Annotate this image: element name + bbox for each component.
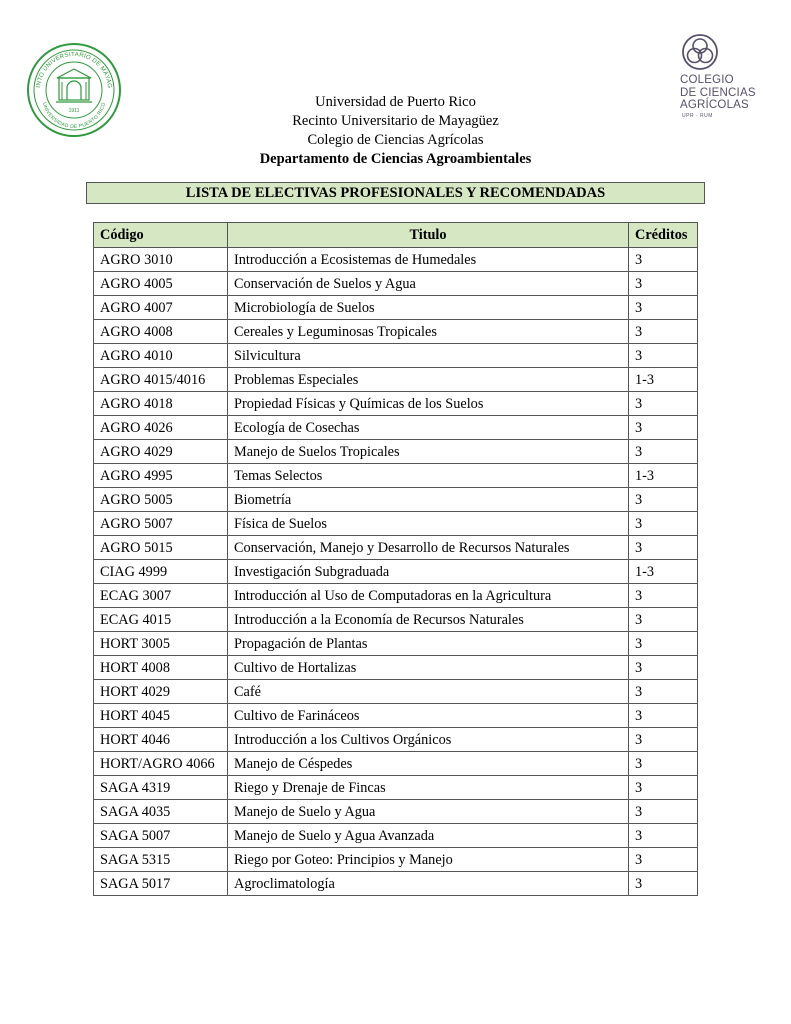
course-title-cell: Cereales y Leguminosas Tropicales (228, 320, 629, 344)
course-credits-cell: 3 (629, 344, 698, 368)
course-title-cell: Propagación de Plantas (228, 632, 629, 656)
course-title-cell: Conservación, Manejo y Desarrollo de Recursos Naturales (228, 536, 629, 560)
table-row (94, 584, 698, 608)
course-code-cell: HORT/AGRO 4066 (94, 752, 228, 776)
course-title-cell: Propiedad Físicas y Químicas de los Suelos (228, 392, 629, 416)
course-credits-cell: 1-3 (629, 464, 698, 488)
course-title-cell: Café (228, 680, 629, 704)
table-row (94, 296, 698, 320)
table-row (94, 800, 698, 824)
course-credits-cell: 3 (629, 512, 698, 536)
table-row (94, 872, 698, 896)
college-logo-line: DE CIENCIAS (680, 86, 756, 99)
course-code-cell: AGRO 5007 (94, 512, 228, 536)
table-row (94, 632, 698, 656)
course-title-cell: Introducción al Uso de Computadoras en la Agricultura (228, 584, 629, 608)
course-credits-cell: 3 (629, 392, 698, 416)
table-row (94, 392, 698, 416)
course-code-cell: SAGA 4035 (94, 800, 228, 824)
course-credits-cell: 3 (629, 656, 698, 680)
table-row (94, 608, 698, 632)
course-credits-cell: 3 (629, 296, 698, 320)
table-row (94, 440, 698, 464)
course-title-cell: Manejo de Céspedes (228, 752, 629, 776)
college-logo-subtext: UPR · RUM (682, 113, 713, 119)
course-credits-cell: 3 (629, 824, 698, 848)
campus-name: Recinto Universitario de Mayagüez (292, 113, 499, 129)
course-code-cell: AGRO 4008 (94, 320, 228, 344)
course-code-cell: ECAG 4015 (94, 608, 228, 632)
course-title-cell: Riego y Drenaje de Fincas (228, 776, 629, 800)
course-code-cell: AGRO 3010 (94, 248, 228, 272)
table-row (94, 824, 698, 848)
course-credits-cell: 3 (629, 632, 698, 656)
course-title-cell: Introducción a la Economía de Recursos Naturales (228, 608, 629, 632)
column-header-code: Código (94, 223, 228, 248)
table-row (94, 776, 698, 800)
course-credits-cell: 3 (629, 584, 698, 608)
course-credits-cell: 3 (629, 704, 698, 728)
course-title-cell: Silvicultura (228, 344, 629, 368)
course-code-cell: AGRO 4007 (94, 296, 228, 320)
course-title-cell: Problemas Especiales (228, 368, 629, 392)
course-code-cell: AGRO 4029 (94, 440, 228, 464)
table-header-row (94, 223, 698, 248)
course-credits-cell: 3 (629, 248, 698, 272)
interlocking-circles-icon (680, 32, 720, 72)
table-row (94, 680, 698, 704)
table-row (94, 656, 698, 680)
course-title-cell: Ecología de Cosechas (228, 416, 629, 440)
svg-text:RECINTO UNIVERSITARIO DE MAYAG: INTO UNIVERSITARIO DE MAYAG (36, 51, 113, 89)
electives-table (93, 222, 698, 896)
table-row (94, 272, 698, 296)
table-row (94, 536, 698, 560)
course-credits-cell: 3 (629, 800, 698, 824)
course-credits-cell: 1-3 (629, 560, 698, 584)
course-title-cell: Manejo de Suelo y Agua (228, 800, 629, 824)
course-code-cell: HORT 3005 (94, 632, 228, 656)
list-title: LISTA DE ELECTIVAS PROFESIONALES Y RECOMENDADAS (86, 182, 705, 204)
course-code-cell: AGRO 4010 (94, 344, 228, 368)
course-code-cell: AGRO 4026 (94, 416, 228, 440)
document-header (0, 93, 791, 169)
university-name: Universidad de Puerto Rico (315, 94, 476, 110)
course-title-cell: Biometría (228, 488, 629, 512)
course-title-cell: Cultivo de Farináceos (228, 704, 629, 728)
column-header-credits: Créditos (629, 223, 698, 248)
table-row (94, 368, 698, 392)
table-row (94, 728, 698, 752)
course-credits-cell: 3 (629, 848, 698, 872)
course-title-cell: Investigación Subgraduada (228, 560, 629, 584)
course-credits-cell: 3 (629, 752, 698, 776)
course-credits-cell: 3 (629, 488, 698, 512)
course-code-cell: SAGA 5017 (94, 872, 228, 896)
svg-text:UNIVERSIDAD DE PUERTO RICO: UNIVERSIDAD DE PUERTO RICO (40, 101, 108, 131)
course-code-cell: HORT 4045 (94, 704, 228, 728)
course-code-cell: AGRO 4995 (94, 464, 228, 488)
course-title-cell: Física de Suelos (228, 512, 629, 536)
course-credits-cell: 3 (629, 536, 698, 560)
table-row (94, 488, 698, 512)
course-credits-cell: 3 (629, 776, 698, 800)
course-credits-cell: 3 (629, 272, 698, 296)
course-code-cell: AGRO 5005 (94, 488, 228, 512)
course-code-cell: SAGA 5315 (94, 848, 228, 872)
table-row (94, 560, 698, 584)
college-logo-line: COLEGIO (680, 74, 734, 86)
svg-text:1911: 1911 (68, 108, 80, 114)
table-row (94, 344, 698, 368)
course-credits-cell: 3 (629, 440, 698, 464)
course-credits-cell: 3 (629, 728, 698, 752)
course-title-cell: Agroclimatología (228, 872, 629, 896)
table-row (94, 416, 698, 440)
college-name: Colegio de Ciencias Agrícolas (307, 132, 484, 148)
course-title-cell: Introducción a los Cultivos Orgánicos (228, 728, 629, 752)
college-logo-line: AGRÍCOLAS (680, 99, 749, 111)
course-code-cell: AGRO 5015 (94, 536, 228, 560)
table-row (94, 704, 698, 728)
course-credits-cell: 3 (629, 416, 698, 440)
course-credits-cell: 3 (629, 680, 698, 704)
course-title-cell: Manejo de Suelos Tropicales (228, 440, 629, 464)
department-name: Departamento de Ciencias Agroambientales (259, 151, 532, 167)
column-header-title: Titulo (228, 223, 629, 248)
table-row (94, 512, 698, 536)
course-title-cell: Manejo de Suelo y Agua Avanzada (228, 824, 629, 848)
course-title-cell: Riego por Goteo: Principios y Manejo (228, 848, 629, 872)
table-row (94, 320, 698, 344)
course-title-cell: Conservación de Suelos y Agua (228, 272, 629, 296)
course-title-cell: Cultivo de Hortalizas (228, 656, 629, 680)
course-title-cell: Microbiología de Suelos (228, 296, 629, 320)
table-row (94, 752, 698, 776)
course-title-cell: Temas Selectos (228, 464, 629, 488)
course-title-cell: Introducción a Ecosistemas de Humedales (228, 248, 629, 272)
table-row (94, 848, 698, 872)
course-code-cell: SAGA 4319 (94, 776, 228, 800)
course-code-cell: SAGA 5007 (94, 824, 228, 848)
course-code-cell: HORT 4046 (94, 728, 228, 752)
course-credits-cell: 3 (629, 608, 698, 632)
table-row (94, 464, 698, 488)
course-credits-cell: 3 (629, 872, 698, 896)
course-code-cell: AGRO 4015/4016 (94, 368, 228, 392)
table-row (94, 248, 698, 272)
course-credits-cell: 1-3 (629, 368, 698, 392)
course-code-cell: HORT 4029 (94, 680, 228, 704)
course-code-cell: ECAG 3007 (94, 584, 228, 608)
course-credits-cell: 3 (629, 320, 698, 344)
course-code-cell: HORT 4008 (94, 656, 228, 680)
course-code-cell: CIAG 4999 (94, 560, 228, 584)
course-code-cell: AGRO 4018 (94, 392, 228, 416)
course-code-cell: AGRO 4005 (94, 272, 228, 296)
